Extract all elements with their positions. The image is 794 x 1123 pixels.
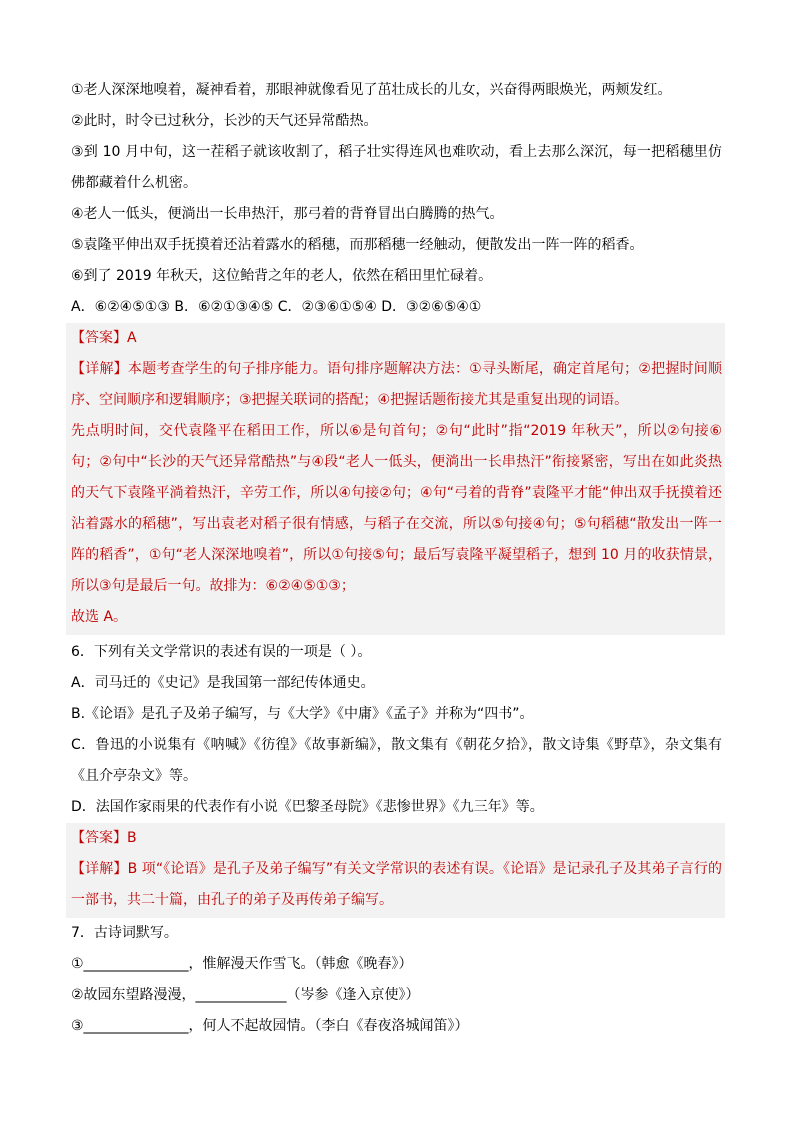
q6-answer-box [66, 823, 725, 918]
q5-answer-line [71, 323, 722, 354]
q5-options [71, 292, 722, 323]
answer-tag: 【答案】 [71, 830, 127, 846]
q5-option-b: B．⑥②①③④⑤ [174, 299, 274, 315]
q6-option-a: A．司马迁的《史记》是我国第一部纪传体通史。 [71, 675, 375, 691]
question-6-block [71, 637, 722, 918]
sentence-4: ④老人一低头，便淌出一长串热汗，那弓着的背脊冒出白腾腾的热气。 [71, 206, 504, 222]
q6-option-d: D．法国作家雨果的代表作有小说《巴黎圣母院》《悲惨世界》《九三年》等。 [71, 799, 544, 815]
q5-explanation-paragraph-2: 先点明时间，交代袁隆平在稻田工作，所以⑥是句首句；②句“此时”指“2019 年秋天”，所以②句接⑥句；②句中“长沙的天气还异常酷热”与④段“老人一低头，便淌出一长串热汗”衔接紧密，写出在如此炎热的天气下袁隆平淌着热汗，辛劳工作，所以④句接②句；④句“弓着的背脊”袁隆平才能“伸出双手抚摸着还沾着露水的稻穗”，写出袁老对稻子很有情感，与稻子在交流，所以⑤句接④句；⑤句稻穗“散发出一阵一阵的稻香”，①句“老人深深地嗅着”，所以①句接⑤句；最后写袁隆平凝望稻子，想到 10 月的收获情景，所以③句是最后一句。故排为：⑥②④⑤①③； [71, 423, 722, 594]
q5-answer-box [66, 323, 725, 635]
q6-explanation-paragraph [71, 854, 722, 916]
explanation-text: B 项“《论语》是孔子及弟子编写”有关文学常识的表述有误。《论语》是记录孔子及其弟子言行的一部书，共二十篇，由孔子的弟子及再传弟子编写。 [71, 861, 723, 908]
sentence-1: ①老人深深地嗅着，凝神看着，那眼神就像看见了茁壮成长的儿女，兴奋得两眼焕光，两颊发红。 [71, 82, 672, 98]
explanation-tag: 【详解】 [71, 861, 128, 877]
sentence-3: ③到 10 月中旬，这一茬稻子就该收割了，稻子壮实得连风也难吹动，看上去那么深沉，每一把稻穗里仿佛都藏着什么机密。 [71, 144, 722, 191]
sentence-5: ⑤袁隆平伸出双手抚摸着还沾着露水的稻穗，而那稻穗一经触动，便散发出一阵一阵的稻香。 [71, 237, 644, 253]
explanation-text: 本题考查学生的句子排序能力。语句排序题解决方法：①寻头断尾，确定首尾句；②把握时间顺序、空间顺序和逻辑顺序；③把握关联词的搭配；④把握话题衔接尤其是重复出现的词语。 [71, 361, 723, 408]
sentence-2: ②此时，时令已过秋分，长沙的天气还异常酷热。 [71, 113, 378, 129]
page-content [71, 75, 722, 1042]
q6-stem-line [71, 637, 722, 668]
q5-explanation-paragraph-1 [71, 354, 722, 416]
q7-line-3: ③_______________，何人不起故园情。（李白《春夜洛城闻笛》） [71, 1018, 469, 1034]
q6-stem: 下列有关文学常识的表述有误的一项是（ ）。 [93, 644, 372, 660]
q6-answer-line [71, 823, 722, 854]
q7-number: 7． [71, 925, 94, 941]
q5-conclusion: 故选 A。 [71, 609, 128, 625]
q7-line-1: ①_______________，惟解漫天作雪飞。（韩愈《晚春》） [71, 956, 413, 972]
q6-number: 6． [71, 644, 94, 660]
answer-value: B [127, 830, 137, 846]
question-7-block [71, 918, 722, 1042]
q5-option-d: D．③②⑥⑤④① [381, 299, 482, 315]
sentence-6: ⑥到了 2019 年秋天，这位鲐背之年的老人，依然在稻田里忙碌着。 [71, 268, 493, 284]
explanation-tag: 【详解】 [71, 361, 128, 377]
q7-line-2: ②故园东望路漫漫，_____________（岑参《逢入京使》） [71, 987, 420, 1003]
q6-option-b: B.《论语》是孔子及弟子编写，与《大学》《中庸》《孟子》并称为“四书”。 [71, 706, 534, 722]
q7-stem-line [71, 918, 722, 949]
q5-option-a: A．⑥②④⑤①③ [71, 299, 170, 315]
answer-value: A [127, 330, 137, 346]
question-5-block [71, 75, 722, 635]
answer-tag: 【答案】 [71, 330, 127, 346]
q6-option-c: C．鲁迅的小说集有《呐喊》《彷徨》《故事新编》，散文集有《朝花夕拾》，散文诗集《野草》，杂文集有《且介亭杂文》等。 [71, 737, 722, 784]
q7-stem: 古诗词默写。 [93, 925, 178, 941]
q5-option-c: C．②③⑥①⑤④ [277, 299, 377, 315]
